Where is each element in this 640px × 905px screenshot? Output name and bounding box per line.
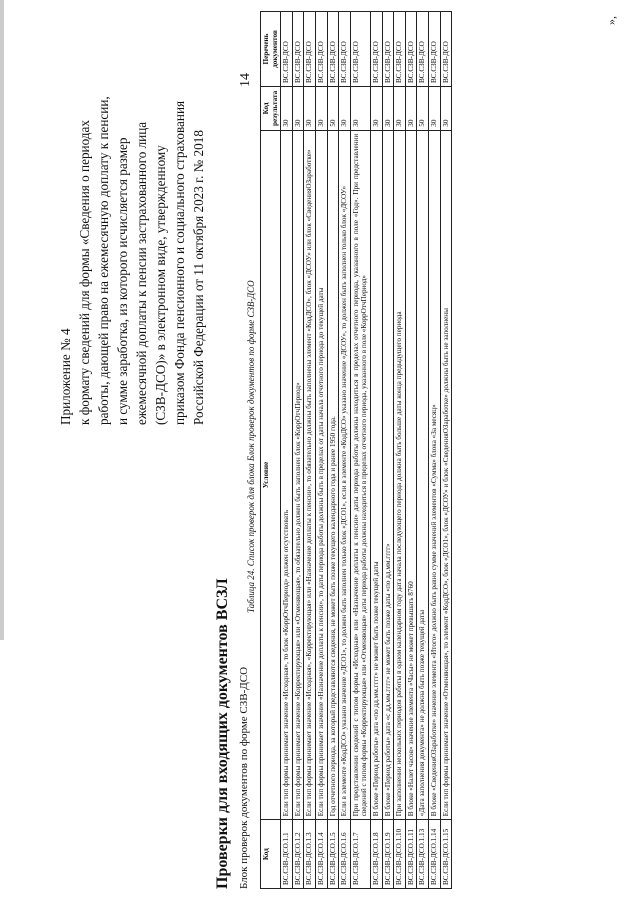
cell-condition: Если тип формы принимает значение «Отменяющая», то элемент «КодДСО», блок «ДСО1», блок «ДСОУ» и блок «СведенияОЗаработке» должны быть не заполнены (440, 130, 452, 820)
cell-condition: Если тип формы принимает значение «Корректирующая» или «Отменяющая», то обязательно должен быть заполнен блок «КоррОтчПериод» (292, 130, 304, 820)
cell-condition: Год отчетного периода, за который представляются сведения, не может быть позже текущего календарного года и ранее 1950 года. (327, 130, 339, 820)
cell-result: 30 (281, 87, 293, 131)
cell-docs: ВС.СЗВ-ДСО (292, 12, 304, 87)
table-row (440, 12, 452, 889)
page-number: 14 (238, 73, 253, 87)
table-row (370, 12, 382, 889)
table-row (304, 12, 316, 889)
cell-docs: ВС.СЗВ-ДСО (417, 12, 429, 87)
table-row (327, 12, 339, 889)
cell-result: 30 (339, 87, 351, 131)
header-code: Код (261, 820, 281, 889)
table-row (428, 12, 440, 889)
cell-condition: Если тип формы принимает значение «Исходная», «Корректирующая» или «Назначение доплаты к пенсии», то обязательно должны быть заполнены элемент «КодДСО», блок «ДСОУ» или блок «СведенияОЗаработке» (304, 130, 316, 820)
cell-result: 50 (327, 87, 339, 131)
cell-code: ВС.СЗВ-ДСО.1.4 (315, 820, 327, 889)
appendix-line: приказом Фонда пенсионного и социального страхования (172, 100, 187, 425)
cell-condition: Если тип формы принимает значение «Исходная», то блок «КоррОтчПериод» должен отсутствовать (281, 130, 293, 820)
table-row (405, 12, 417, 889)
cell-docs: ВС.СЗВ-ДСО (339, 12, 351, 87)
table-row (281, 12, 293, 889)
cell-result: 50 (417, 87, 429, 131)
cell-condition: Если в элементе «КодДСО» указано значение «ДСО1», то должен быть заполнен только блок «ДСО1», если в элементе «КодДСО» указано значение «ДСОУ», то должен быть заполнен только блок «ДСОУ» (339, 130, 351, 820)
table-row (417, 12, 429, 889)
appendix-line: ежемесячной доплаты к пенсии застрахованного лица (134, 121, 149, 425)
cell-code: ВС.СЗВ-ДСО.1.9 (382, 820, 394, 889)
cell-docs: ВС.СЗВ-ДСО (405, 12, 417, 87)
cell-docs: ВС.СЗВ-ДСО (428, 12, 440, 87)
cell-condition: «Дата заполнения документа» не должна быть позже текущей даты (417, 130, 429, 820)
cell-code: ВС.СЗВ-ДСО.1.11 (405, 820, 417, 889)
cell-code: ВС.СЗВ-ДСО.1.13 (417, 820, 429, 889)
appendix-header (56, 5, 208, 425)
edge-mark: », (604, 16, 618, 25)
cell-docs: ВС.СЗВ-ДСО (304, 12, 316, 87)
cell-code: ВС.СЗВ-ДСО.1.14 (428, 820, 440, 889)
header-condition: Условие (261, 130, 281, 820)
cell-result: 30 (370, 87, 382, 131)
cell-condition: В блоке «Период работы» дата «с дд.мм.гггг» не может быть позже даты «по дд.мм.гггг» (382, 130, 394, 820)
cell-docs: ВС.СЗВ-ДСО (327, 12, 339, 87)
table-row (292, 12, 304, 889)
cell-docs: ВС.СЗВ-ДСО (350, 12, 370, 87)
cell-code: ВС.СЗВ-ДСО.1.15 (440, 820, 452, 889)
cell-code: ВС.СЗВ-ДСО.1.8 (370, 820, 382, 889)
cell-condition: Если тип формы принимает значение «Назначение доплаты к пенсии», то даты периода работы должны быть в пределах от даты начала отчетного периода до текущей даты (315, 130, 327, 820)
cell-result: 30 (440, 87, 452, 131)
cell-result: 30 (382, 87, 394, 131)
cell-docs: ВС.СЗВ-ДСО (440, 12, 452, 87)
header-result: Код результата (261, 87, 281, 131)
cell-docs: ВС.СЗВ-ДСО (394, 12, 406, 87)
cell-condition: При представлении сведений с типом формы «Исходная» или «Назначение доплаты к пенсии» даты периода работы должны находиться в пределах отчетного периода, указанного в поле «Год». При представлении сведений с типом формы «Корректирующая» или «Отменяющая» даты периода работы должны находиться в пределах отчетного периода, указанного в поле «КоррОтчПериод» (350, 130, 370, 820)
checks-table (260, 11, 452, 889)
section-subheading: Блок проверок документов по форме СЗВ-ДСО (238, 666, 250, 889)
cell-code: ВС.СЗВ-ДСО.1.2 (292, 820, 304, 889)
table-caption: Таблица 24. Список проверок для блока Блок проверок документов по форме СЗВ-ДСО (246, 280, 256, 613)
cell-condition: При заполнении нескольких периодов работы в одном календарном году дата начала последующего периода должна быть больше даты конца предыдущего периода (394, 130, 406, 820)
appendix-line: (СЗВ-ДСО)» в электронном виде, утвержденному (153, 145, 168, 425)
cell-result: 30 (304, 87, 316, 131)
cell-result: 30 (405, 87, 417, 131)
appendix-line: к формату сведений для формы «Сведения о периодах (77, 120, 92, 425)
header-docs: Перечень документов (261, 12, 281, 87)
appendix-line: и сумме заработка, из которого исчисляется размер (115, 137, 130, 425)
appendix-line: Приложение № 4 (58, 328, 73, 425)
table-row (315, 12, 327, 889)
cell-code: ВС.СЗВ-ДСО.1.3 (304, 820, 316, 889)
cell-result: 30 (394, 87, 406, 131)
cell-condition: В блоке «Период работы» дата «по дд.мм.гггг» не может быть позже текущей даты (370, 130, 382, 820)
cell-docs: ВС.СЗВ-ДСО (382, 12, 394, 87)
section-heading: Проверки для входящих документов ВСЗЛ (214, 578, 231, 889)
cell-result: 30 (428, 87, 440, 131)
cell-docs: ВС.СЗВ-ДСО (281, 12, 293, 87)
cell-result: 30 (315, 87, 327, 131)
table-row (339, 12, 351, 889)
cell-code: ВС.СЗВ-ДСО.1.1 (281, 820, 293, 889)
cell-code: ВС.СЗВ-ДСО.1.10 (394, 820, 406, 889)
table-row (394, 12, 406, 889)
cell-docs: ВС.СЗВ-ДСО (315, 12, 327, 87)
cell-condition: В блоке «СведенияОЗаработке» значение элемента «Итого» должно быть равно сумме значений элементов «Сумма» блока «За месяц» (428, 130, 440, 820)
cell-result: 30 (350, 87, 370, 131)
cell-code: ВС.СЗВ-ДСО.1.5 (327, 820, 339, 889)
cell-condition: В блоке «Налет часов» значение элемента «Часы» не может превышать 8760 (405, 130, 417, 820)
table-row (350, 12, 370, 889)
cell-result: 30 (292, 87, 304, 131)
appendix-line: Российской Федерации от 11 октября 2023 г. № 2018 (191, 130, 206, 425)
table-row (382, 12, 394, 889)
appendix-line: работы, дающей право на ежемесячную доплату к пенсии, (96, 96, 111, 425)
cell-code: ВС.СЗВ-ДСО.1.7 (350, 820, 370, 889)
table-header-row (261, 12, 281, 889)
table-body (281, 12, 452, 889)
cell-docs: ВС.СЗВ-ДСО (370, 12, 382, 87)
cell-code: ВС.СЗВ-ДСО.1.6 (339, 820, 351, 889)
